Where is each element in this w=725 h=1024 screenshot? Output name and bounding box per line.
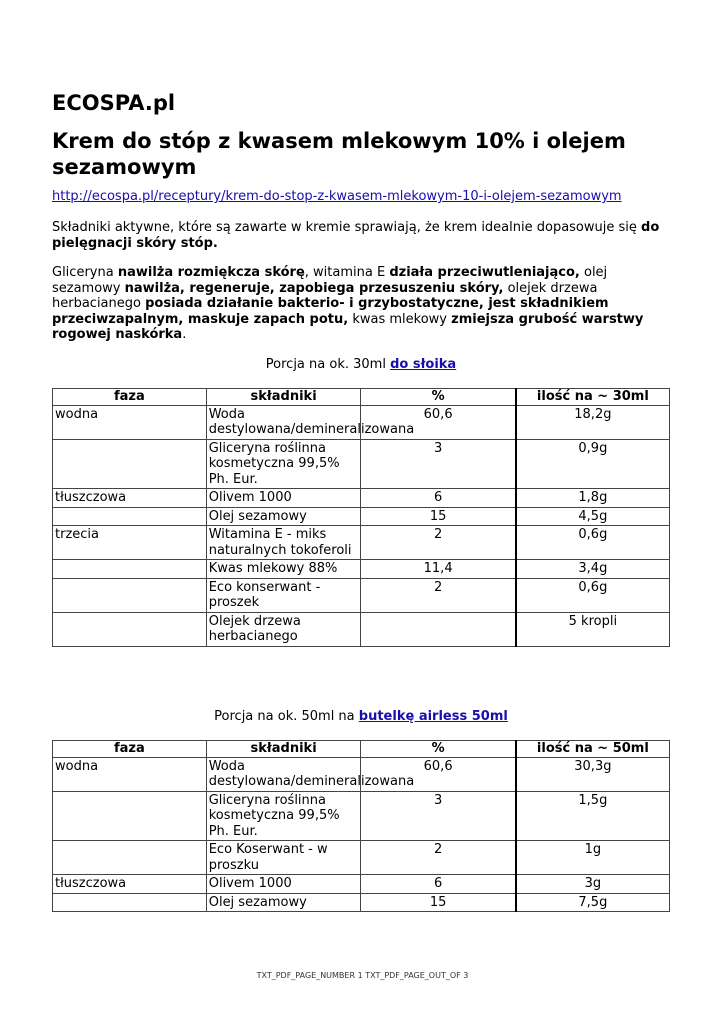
- amount-cell: 1g: [516, 841, 670, 875]
- desc-text: olejek drzewa herbacianego: [52, 280, 598, 311]
- ingredient-cell: Gliceryna roślinna kosmetyczna 99,5% Ph. Eur.: [206, 439, 361, 489]
- percent-cell: 60,6: [361, 757, 516, 791]
- caption-text: Porcja na ok. 50ml na: [214, 709, 359, 724]
- percent-cell: 15: [361, 507, 516, 526]
- ingredient-cell: Olivem 1000: [206, 489, 361, 508]
- phase-cell: trzecia: [53, 526, 207, 560]
- ingredient-cell: Woda destylowana/demineralizowana: [206, 405, 361, 439]
- table-header-row: [53, 741, 670, 758]
- phase-cell: [53, 578, 207, 612]
- amount-cell: 3g: [516, 875, 670, 894]
- table-row: [53, 578, 670, 612]
- amount-cell: 0,6g: [516, 526, 670, 560]
- intro-bold: do pielęgnacji skóry stóp.: [52, 220, 660, 251]
- table-row: [53, 791, 670, 841]
- amount-cell: 1,8g: [516, 489, 670, 508]
- amount-cell: 18,2g: [516, 405, 670, 439]
- table-row: [53, 439, 670, 489]
- amount-cell: 0,6g: [516, 578, 670, 612]
- desc-text: olej sezamowy: [52, 265, 608, 296]
- table-row: [53, 405, 670, 439]
- percent-cell: 11,4: [361, 560, 516, 579]
- table-row: [53, 841, 670, 875]
- intro-paragraph: [52, 220, 670, 252]
- ingredient-cell: Gliceryna roślinna kosmetyczna 99,5% Ph. Eur.: [206, 791, 361, 841]
- percent-cell: 60,6: [361, 405, 516, 439]
- amount-cell: 30,3g: [516, 757, 670, 791]
- percent-cell: 2: [361, 526, 516, 560]
- amount-cell: 3,4g: [516, 560, 670, 579]
- desc-text: Gliceryna: [52, 265, 118, 280]
- desc-text: .: [182, 327, 187, 342]
- table-row: [53, 526, 670, 560]
- percent-cell: 3: [361, 791, 516, 841]
- percent-cell: 6: [361, 875, 516, 894]
- desc-bold: nawilża, regeneruje, zapobiega przesuszeniu skóry,: [124, 280, 504, 296]
- ingredient-cell: Eco konserwant - proszek: [206, 578, 361, 612]
- table-row: [53, 507, 670, 526]
- column-header: ilość na ~ 30ml: [516, 389, 670, 406]
- column-header: %: [361, 389, 516, 406]
- intro-text: Składniki aktywne, które są zawarte w kremie sprawiają, że krem idealnie dopasowuje się: [52, 220, 642, 235]
- phase-cell: wodna: [53, 405, 207, 439]
- table-row: [53, 612, 670, 646]
- ingredient-cell: Witamina E - miks naturalnych tokoferoli: [206, 526, 361, 560]
- percent-cell: 15: [361, 893, 516, 912]
- amount-cell: 7,5g: [516, 893, 670, 912]
- ingredient-cell: Olej sezamowy: [206, 507, 361, 526]
- amount-cell: 5 kropli: [516, 612, 670, 646]
- desc-text: kwas mlekowy: [348, 311, 452, 327]
- phase-cell: tłuszczowa: [53, 489, 207, 508]
- recipe-table-30ml: [52, 388, 670, 647]
- desc-bold: nawilża rozmiękcza skórę: [117, 265, 305, 280]
- column-header: %: [361, 741, 516, 758]
- percent-cell: 3: [361, 439, 516, 489]
- ingredient-cell: Woda destylowana/demineralizowana: [206, 757, 361, 791]
- percent-cell: [361, 612, 516, 646]
- site-title: ECOSPA.pl: [52, 91, 176, 115]
- recipe-table-50ml: [52, 740, 670, 912]
- column-header: faza: [53, 741, 207, 758]
- phase-cell: [53, 507, 207, 526]
- table-row: [53, 875, 670, 894]
- phase-cell: [53, 612, 207, 646]
- description-paragraph: [52, 265, 670, 343]
- ingredient-cell: Kwas mlekowy 88%: [206, 560, 361, 579]
- percent-cell: 2: [361, 841, 516, 875]
- column-header: ilość na ~ 50ml: [516, 741, 670, 758]
- table-row: [53, 893, 670, 912]
- page-footer: TXT_PDF_PAGE_NUMBER 1 TXT_PDF_PAGE_OUT_OF 3: [256, 971, 469, 980]
- ingredient-cell: Eco Koserwant - w proszku: [206, 841, 361, 875]
- table-row: [53, 757, 670, 791]
- phase-cell: [53, 841, 207, 875]
- page-title: Krem do stóp z kwasem mlekowym 10% i olejem sezamowym: [52, 129, 626, 179]
- source-link[interactable]: http://ecospa.pl/receptury/krem-do-stop-z-kwasem-mlekowym-10-i-olejem-sezamowym: [52, 189, 622, 204]
- phase-cell: tłuszczowa: [53, 875, 207, 894]
- amount-cell: 1,5g: [516, 791, 670, 841]
- caption-text: Porcja na ok. 30ml: [265, 357, 391, 372]
- phase-cell: [53, 791, 207, 841]
- amount-cell: 4,5g: [516, 507, 670, 526]
- column-header: faza: [53, 389, 207, 406]
- table-header-row: [53, 389, 670, 406]
- phase-cell: [53, 893, 207, 912]
- phase-cell: wodna: [53, 757, 207, 791]
- percent-cell: 2: [361, 578, 516, 612]
- jar-link[interactable]: do słoika: [390, 357, 457, 372]
- desc-bold: posiada działanie bakterio- i grzybostatyczne, jest składnikiem przeciwzapalnym, maskuje zapach potu,: [52, 296, 609, 327]
- desc-text: , witamina E: [304, 265, 390, 280]
- phase-cell: [53, 439, 207, 489]
- airless-bottle-link[interactable]: butelkę airless 50ml: [358, 709, 508, 724]
- phase-cell: [53, 560, 207, 579]
- percent-cell: 6: [361, 489, 516, 508]
- desc-bold: zmiejsza grubość warstwy rogowej naskórka: [52, 311, 644, 342]
- amount-cell: 0,9g: [516, 439, 670, 489]
- table2-caption: [52, 709, 670, 724]
- table-row: [53, 489, 670, 508]
- ingredient-cell: Olivem 1000: [206, 875, 361, 894]
- ingredient-cell: Olejek drzewa herbacianego: [206, 612, 361, 646]
- table1-caption: [52, 357, 670, 372]
- ingredient-cell: Olej sezamowy: [206, 893, 361, 912]
- desc-bold: działa przeciwutleniająco,: [389, 265, 580, 280]
- column-header: składniki: [206, 389, 361, 406]
- column-header: składniki: [206, 741, 361, 758]
- table-row: [53, 560, 670, 579]
